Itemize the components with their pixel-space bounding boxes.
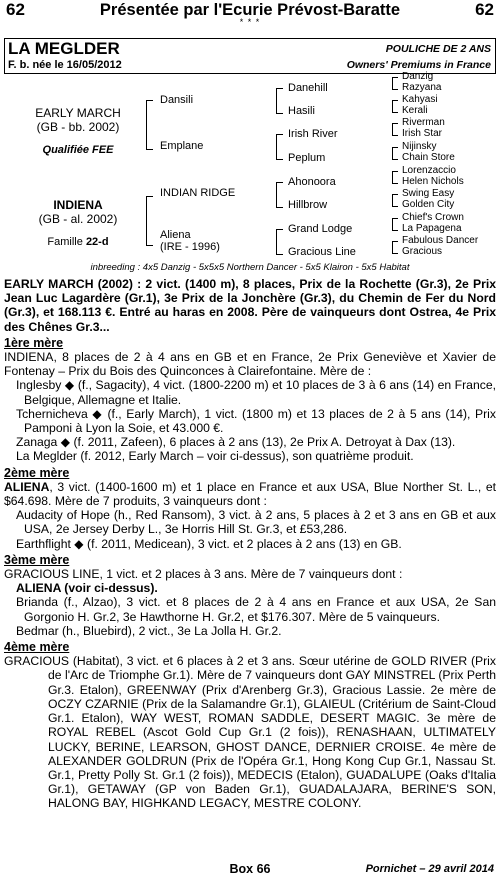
inbreeding-note: inbreeding : 4x5 Danzig - 5x5x5 Northern Dancer - 5x5 Klairon - 5x5 Habitat bbox=[90, 262, 410, 273]
bracket-aliena bbox=[276, 229, 283, 255]
bracket-g3-2 bbox=[392, 100, 398, 113]
gen3-peplum: Peplum bbox=[288, 152, 326, 164]
section-first-dam: 1ère mère bbox=[4, 335, 64, 350]
family-number: 22-d bbox=[85, 236, 109, 248]
horse-name: LA MEGLDER bbox=[8, 39, 120, 58]
second-dam-produce-2: Earthflight ◆ (f. 2011, Medicean), 3 vict. et 2 places à 2 ans (13) en GB. bbox=[16, 536, 402, 551]
dam-detail: (GB - al. 2002) bbox=[38, 212, 118, 226]
dam-block bbox=[18, 198, 138, 248]
page-number-right: 62 bbox=[475, 0, 494, 19]
produce-1: Inglesby ◆ (f., Sagacity), 4 vict. (1800-2200 m) et 10 places de 3 à 6 ans (14) en France, Belgique, Allemagne et Italie. bbox=[16, 378, 496, 407]
sire-detail: (GB - bb. 2002) bbox=[36, 120, 120, 134]
second-dam-name: ALIENA bbox=[4, 479, 50, 494]
gen3-grand-lodge: Grand Lodge bbox=[288, 223, 353, 235]
gen4-razyana: Razyana bbox=[402, 82, 442, 93]
gen4-gracious: Gracious bbox=[402, 246, 443, 257]
bracket-indian-ridge bbox=[276, 182, 283, 208]
gen4-la-papagena: La Papagena bbox=[402, 223, 462, 234]
gen2-dansili: Dansili bbox=[160, 94, 194, 106]
third-dam-paragraph bbox=[4, 567, 496, 581]
gen4-fabulous-dancer: Fabulous Dancer bbox=[402, 235, 479, 246]
bracket-emplane bbox=[276, 134, 283, 160]
dam-family bbox=[18, 236, 138, 248]
gen3-ahonoora: Ahonoora bbox=[288, 176, 336, 188]
gen2-aliena: Aliena bbox=[160, 229, 191, 241]
gen4-swing-easy: Swing Easy bbox=[402, 188, 455, 199]
page-number-left: 62 bbox=[6, 0, 25, 19]
gen4-helen-nichols: Helen Nichols bbox=[402, 176, 464, 187]
family-prefix: Famille bbox=[47, 236, 86, 248]
gen2-aliena-detail: (IRE - 1996) bbox=[160, 241, 220, 253]
catalogue-body bbox=[4, 277, 496, 811]
produce-4: La Meglder (f. 2012, Early March – voir ci-dessus), son quatrième produit. bbox=[16, 449, 414, 464]
gen4-riverman: Riverman bbox=[402, 117, 445, 128]
dam-name: INDIENA bbox=[53, 198, 103, 212]
horse-birth: F. b. née le 16/05/2012 bbox=[8, 59, 122, 71]
gen4-chiefs-crown: Chief's Crown bbox=[402, 212, 464, 223]
sire-paragraph: EARLY MARCH (2002) : 2 vict. (1400 m), 8 places, Prix de la Rochette (Gr.3), 2e Prix Jean Luc Lagardère (Gr.1), 3e Prix de la Jonchère (Gr.3), du Chemin de Fer du Nord (Gr.3), et 168.113 €. Entré au haras en 2008. Père de vainqueurs dont Ostrea, 4e Prix des Chênes Gr.3... bbox=[4, 277, 496, 334]
gen4-kahyasi: Kahyasi bbox=[402, 94, 438, 105]
section-second-dam: 2ème mère bbox=[4, 465, 70, 480]
bracket-g3-6 bbox=[392, 194, 398, 207]
gen4-nijinsky: Nijinsky bbox=[402, 141, 437, 152]
stars-divider: * * * bbox=[239, 17, 261, 27]
box-number: Box 66 bbox=[229, 862, 271, 876]
bracket-g3-4 bbox=[392, 147, 398, 160]
second-dam-produce-1: Audacity of Hope (h., Red Ransom), 3 vict. à 2 ans, 5 places à 2 et 3 ans en GB et aux USA, 2e Jersey Derby L., 3e Horris Hill St. Gr.3, et £53,286. bbox=[16, 508, 496, 537]
sire-block bbox=[18, 106, 138, 156]
gen3-danehill: Danehill bbox=[288, 82, 328, 94]
fourth-dam-text: (Habitat), 3 vict. et 6 places à 2 et 3 ans. Sœur utérine de GOLD RIVER (Prix de l'Arc de Triomphe Gr.1). Mère de 7 vainqueurs dont GAY MINSTREL (Prix Perth Gr.3. Etalon), GREENWAY (Prix d'Arenberg Gr.3), Gracious Lassie. 2e mère de OCZY CZARNIE (Prix de la Salamandre Gr.1), GLAIEUL (Critérium de Saint-Cloud Gr.1. Etalon), WAY WEST, ROMAN SADDLE, DESERT MAGIC. 3e mère de ROYAL REBEL (Ascot Gold Cup Gr.1 (2 fois)), RENASHAAN, ULTIMATELY LUCKY, BERINE, LEARSON, GHOST DANCE, DERNIER CROISE. 4e mère de ALEXANDER GOLDRUN (Prix de l'Opéra Gr.1, Hong Kong Cup Gr.1, Nassau St. Gr.1, Pretty Polly St. Gr.1 (2 fois)), MEDECIS (Etalon), GUADALUPE (Oaks d'Italia Gr.1), GETAWAY (GP von Baden Gr.1), GUADALAJARA, BERINE'S SON, HALONG BAY, HIGHKAND LEGACY, MESTRE COLONY. bbox=[48, 654, 496, 811]
gen2-emplane: Emplane bbox=[160, 140, 204, 152]
gen4-kerali: Kerali bbox=[402, 105, 428, 116]
bracket-dam bbox=[146, 196, 153, 246]
horse-sex-age: POULICHE DE 2 ANS bbox=[385, 43, 491, 55]
gen4-irish-star: Irish Star bbox=[402, 128, 443, 139]
sale-date: Pornichet – 29 avril 2014 bbox=[365, 863, 494, 875]
gen3-hillbrow: Hillbrow bbox=[288, 199, 328, 211]
second-dam-paragraph bbox=[4, 480, 496, 508]
gen3-gracious-line: Gracious Line bbox=[288, 246, 356, 258]
gen2-indian-ridge: INDIAN RIDGE bbox=[160, 187, 236, 199]
gen3-hasili: Hasili bbox=[288, 105, 315, 117]
pedigree-table bbox=[0, 71, 500, 273]
page-footer bbox=[0, 862, 500, 879]
bracket-dansili bbox=[276, 88, 283, 114]
gen4-golden-city: Golden City bbox=[402, 199, 455, 210]
third-dam-produce-3: Bedmar (h., Bluebird), 2 vict., 3e La Jolla H. Gr.2. bbox=[16, 623, 282, 638]
sire-name: EARLY MARCH bbox=[35, 106, 121, 120]
gen4-lorenzaccio: Lorenzaccio bbox=[402, 165, 456, 176]
third-dam-name: GRACIOUS LINE bbox=[4, 567, 100, 582]
third-dam-text: , 1 vict. et 2 places à 3 ans. Mère de 7 vainqueurs dont : bbox=[99, 567, 403, 582]
gen4-chain-store: Chain Store bbox=[402, 152, 455, 163]
produce-3: Zanaga ◆ (f. 2011, Zafeen), 6 places à 2 ans (13), 2e Prix A. Detroyat à Dax (13). bbox=[16, 435, 456, 450]
bracket-g3-3 bbox=[392, 123, 398, 136]
horse-info-box bbox=[4, 38, 496, 74]
bracket-g3-7 bbox=[392, 218, 398, 231]
gen3-irish-river: Irish River bbox=[288, 128, 338, 140]
section-third-dam: 3ème mère bbox=[4, 552, 70, 567]
first-dam-name: INDIENA bbox=[4, 350, 54, 365]
second-dam-text: , 3 vict. (1400-1600 m) et 1 place en France et aux USA, Blue Norther St. L., et $64.698. Mère de 7 produits, 3 vainqueurs dont : bbox=[4, 479, 496, 509]
fourth-dam-name: GRACIOUS bbox=[4, 654, 70, 669]
bracket-sire bbox=[146, 100, 153, 150]
sire-note: Qualifiée FEE bbox=[42, 144, 114, 156]
first-dam-text: , 8 places de 2 à 4 ans en GB et en France, 2e Prix Geneviève et Xavier de Fontenay – Prix du Bois des Quinconces à Clairefontaine. Mère de : bbox=[4, 350, 496, 379]
third-dam-produce-2: Brianda (f., Alzao), 3 vict. et 8 places de 2 à 4 ans en France et aux USA, 2e San Gorgonio H. Gr.2, 3e Hawthorne H. Gr.2, et $176.307. Mère de 5 vainqueurs. bbox=[16, 595, 496, 624]
gen4-danzig: Danzig bbox=[402, 71, 434, 82]
page-title: Présentée par l'Ecurie Prévost-Baratte bbox=[99, 1, 401, 19]
produce-2: Tchernicheva ◆ (f., Early March), 1 vict. (1800 m) et 13 places de 2 à 5 ans (14), Prix Pamponi à Lyon la Soie, et 43.000 €. bbox=[16, 406, 496, 436]
bracket-g3-5 bbox=[392, 171, 398, 184]
owners-premiums: Owners' Premiums in France bbox=[346, 59, 491, 71]
bracket-g3-8 bbox=[392, 241, 398, 254]
bracket-g3-1 bbox=[392, 77, 398, 90]
third-dam-produce-1: ALIENA (voir ci-dessus). bbox=[16, 581, 158, 596]
first-dam-paragraph bbox=[4, 350, 496, 378]
fourth-dam-paragraph bbox=[4, 654, 496, 810]
section-fourth-dam: 4ème mère bbox=[4, 640, 70, 655]
